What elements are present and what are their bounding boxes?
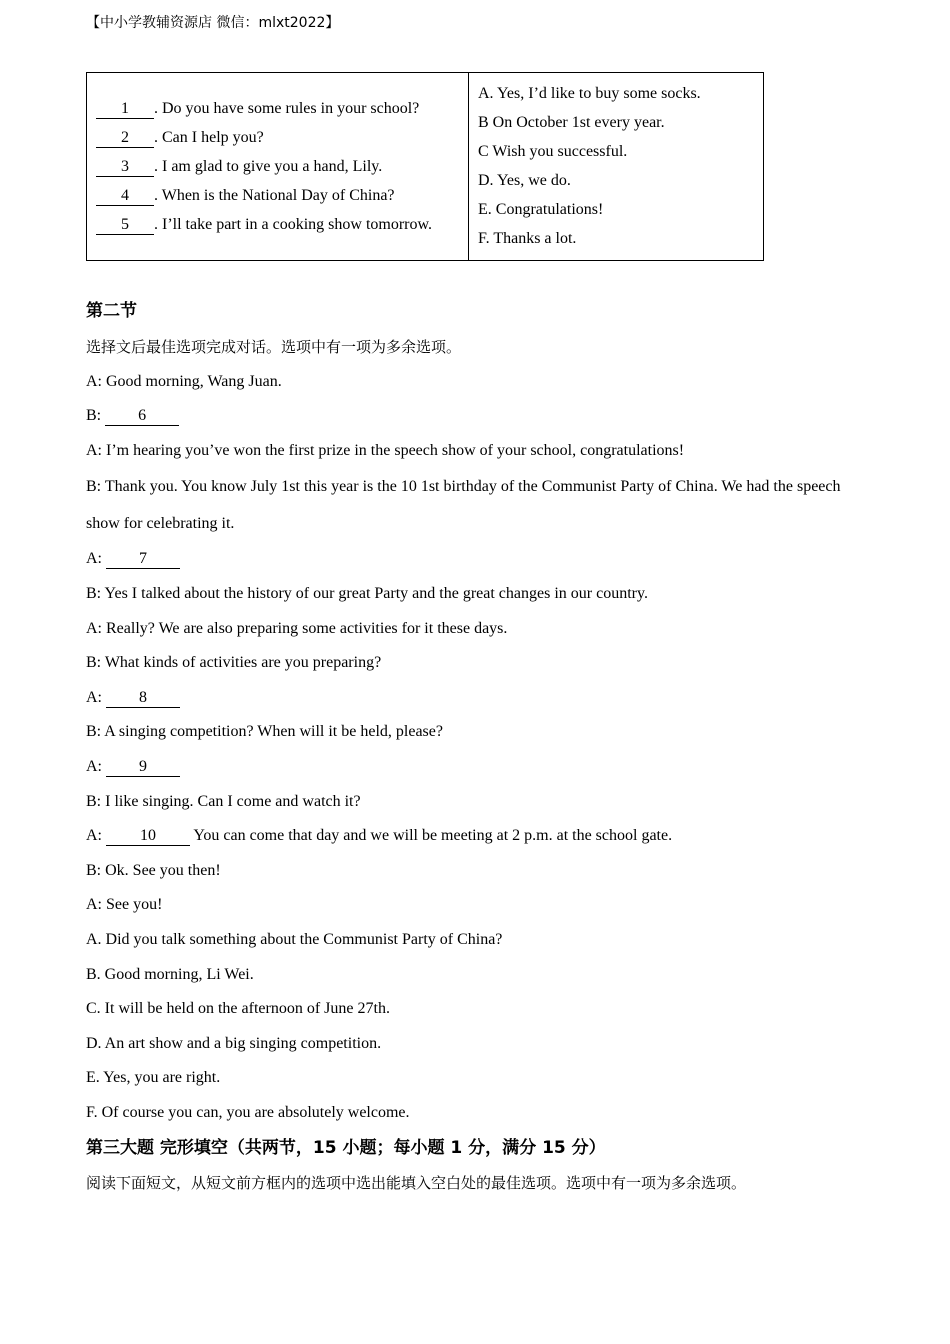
dialogue-option: D. An art show and a big singing competition. — [86, 1034, 382, 1052]
speaker: A: — [86, 827, 106, 845]
dialogue-text: You can come that day and we will be meeting at 2 p.m. at the school gate. — [190, 827, 673, 845]
section3-instruction: 阅读下面短文，从短文前方框内的选项中选出能填入空白处的最佳选项。选项中有一项为多余选项。 — [86, 1174, 747, 1193]
dialogue-option: E. Yes, you are right. — [86, 1069, 221, 1087]
header-note: 【中小学教辅资源店 微信：mlxt2022】 — [86, 15, 340, 31]
section2-instruction: 选择文后最佳选项完成对话。选项中有一项为多余选项。 — [86, 338, 462, 356]
matching-questions — [87, 73, 469, 260]
matching-option: D. Yes, we do. — [478, 172, 571, 189]
main-content — [86, 296, 866, 1201]
speaker: B: — [86, 407, 106, 425]
question-text: . I’ll take part in a cooking show tomorrow. — [154, 216, 433, 233]
matching-options — [469, 73, 763, 260]
dialogue-line: B: Thank you. You know July 1st this year is the 10 1st birthday of the Communist Party of China. We had the speech show for celebrating it. — [86, 478, 841, 533]
matching-question-4 — [96, 181, 468, 210]
dialogue-line: B: A singing competition? When will it be held, please? — [86, 723, 443, 741]
matching-question-3 — [96, 152, 468, 181]
dialogue-option: F. Of course you can, you are absolutely welcome. — [86, 1103, 410, 1121]
dialogue-line — [86, 399, 866, 434]
dialogue-line — [86, 681, 866, 716]
dialogue-line: B: Ok. See you then! — [86, 861, 221, 879]
answer-blank: 6 — [105, 407, 179, 426]
speaker: A: — [86, 688, 106, 706]
matching-table — [86, 72, 764, 261]
question-text: . Can I help you? — [154, 129, 264, 146]
answer-blank: 1 — [96, 100, 154, 119]
dialogue-line: A: Good morning, Wang Juan. — [86, 372, 282, 390]
matching-option: C Wish you successful. — [478, 143, 628, 160]
matching-option: B On October 1st every year. — [478, 114, 665, 131]
matching-option: A. Yes, I’d like to buy some socks. — [478, 85, 701, 102]
question-text: . When is the National Day of China? — [154, 187, 395, 204]
answer-blank: 8 — [106, 689, 180, 708]
dialogue-option: A. Did you talk something about the Communist Party of China? — [86, 930, 503, 948]
dialogue-line: A: Really? We are also preparing some activities for it these days. — [86, 619, 508, 637]
answer-blank: 7 — [106, 550, 180, 569]
question-text: . Do you have some rules in your school? — [154, 100, 420, 117]
dialogue-option: C. It will be held on the afternoon of June 27th. — [86, 1000, 390, 1018]
dialogue-line — [86, 542, 866, 577]
matching-question-1 — [96, 94, 468, 123]
matching-question-5 — [96, 210, 468, 239]
question-text: . I am glad to give you a hand, Lily. — [154, 158, 383, 175]
answer-blank: 3 — [96, 158, 154, 177]
matching-question-2 — [96, 123, 468, 152]
dialogue-line — [86, 750, 866, 785]
dialogue-line: A: See you! — [86, 896, 163, 914]
dialogue-line: B: Yes I talked about the history of our great Party and the great changes in our country. — [86, 584, 648, 602]
dialogue-line: B: I like singing. Can I come and watch it? — [86, 792, 361, 810]
section3-title: 第三大题 完形填空（共两节，15 小题；每小题 1 分，满分 15 分） — [86, 1138, 606, 1159]
dialogue-option: B. Good morning, Li Wei. — [86, 965, 254, 983]
matching-option: F. Thanks a lot. — [478, 230, 577, 247]
answer-blank: 5 — [96, 216, 154, 235]
dialogue-line: B: What kinds of activities are you preparing? — [86, 654, 382, 672]
matching-option: E. Congratulations! — [478, 201, 604, 218]
dialogue-line: A: I’m hearing you’ve won the first prize in the speech show of your school, congratulations! — [86, 441, 685, 459]
answer-blank: 2 — [96, 129, 154, 148]
section2-title: 第二节 — [86, 301, 137, 321]
answer-blank: 9 — [106, 758, 180, 777]
dialogue-line — [86, 819, 866, 854]
speaker: A: — [86, 757, 106, 775]
speaker: A: — [86, 550, 106, 568]
answer-blank: 4 — [96, 187, 154, 206]
answer-blank: 10 — [106, 827, 190, 846]
